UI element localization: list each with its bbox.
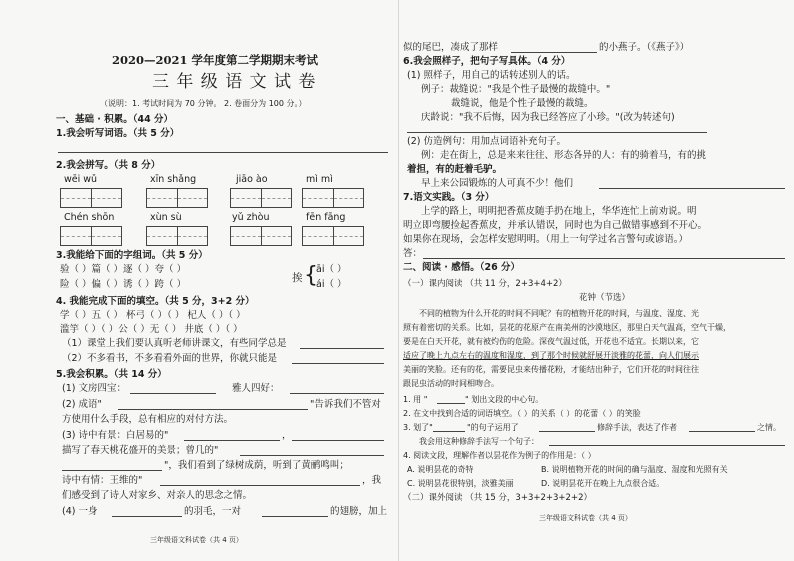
q5-answer-line[interactable] [240, 455, 384, 456]
q5-item-3-comma: ， [282, 430, 292, 441]
exam-note: （说明：1. 考试时间为 70 分钟。 2. 卷面分为 100 分。） [100, 99, 307, 108]
q5-title: 5.我会积累。（共 14 分） [56, 369, 167, 380]
reading-q2: 2. 在文中找到合适的词语填空。（ ）的关系（ ）的花蕾（ ）的笑脸 [403, 409, 641, 418]
reading-q1b: " 划出文段的中心句。 [465, 395, 544, 404]
q5-answer-line[interactable] [112, 516, 182, 517]
q6-answer-line[interactable] [407, 132, 707, 133]
q5-item-1b: 雅人四好： [232, 383, 280, 394]
reading-q3b: "的句子运用了 [467, 423, 519, 432]
q1-title: 1.我会听写词语。（共 5 分） [56, 128, 180, 139]
q2-title: 2.我会拼写。（共 8 分） [56, 160, 161, 171]
writing-grid[interactable] [302, 188, 364, 208]
r-line-1b: 的小燕子。（《燕子》） [599, 42, 690, 53]
q1-answer-line[interactable] [58, 152, 388, 153]
q3-character: 挨 [292, 272, 303, 284]
q5-item-2c: 方使用什么手段，总有相应的对付方法。 [62, 414, 234, 425]
q5-item-3: (3) 诗中有景：白居易的" [62, 430, 169, 441]
q5-answer-line[interactable] [262, 516, 328, 517]
q7-text-3: 如果你在现场，会怎样安慰明明。（用上一句学过名言警句或谚语。） [403, 234, 689, 245]
q4-row-1: 学（ ）五（ ） 杯弓（ ）（ ） 杞人（ ）（ ） [60, 310, 246, 321]
writing-grid[interactable] [60, 188, 122, 208]
pinyin-6: xùn sù [150, 212, 182, 223]
pinyin-2: xīn shǎng [150, 174, 197, 185]
pinyin-3: jiāo ào [236, 174, 268, 185]
q6-part-2-example-2: 着担，有的赶着毛驴。 [407, 164, 503, 175]
writing-grid[interactable] [146, 226, 208, 246]
reading-q3a: 3. 划了" [403, 423, 433, 432]
reading-q3-line[interactable] [549, 445, 785, 446]
writing-grid[interactable] [230, 226, 292, 246]
pinyin-4: mì mì [306, 174, 333, 185]
q5-item-3c: 描写了春天桃花盛开的美景；曾几的" [62, 445, 219, 456]
section-2-title: 二、阅读 · 感悟。（26 分） [403, 262, 521, 273]
exam-subtitle: 三 年 级 语 文 试 卷 [152, 72, 317, 92]
q3-row-1: 验（ ）篇（ ）逐（ ）夸（ ） [60, 264, 187, 275]
q6-answer-line-2[interactable] [599, 188, 785, 189]
q5-item-2b: "告诉我们不管对 [310, 399, 381, 410]
writing-grid[interactable] [302, 226, 364, 246]
q5-answer-line[interactable] [160, 485, 360, 486]
q4-sentence-1: （1）课堂上我们要认真听老师讲课文，有些同学总是 [62, 338, 287, 349]
q3-title: 3.我能给下面的字组词。（共 5 分） [56, 250, 208, 261]
q4-row-2: 滥竽（ ）（ ）公（ ）无（ ） 井底（ ）（ ） [60, 324, 243, 335]
q7-answer-label: 答： [403, 248, 423, 259]
page-footer: 三年级语文科试卷（共 4 页） [539, 514, 632, 522]
q5-item-2: (2) 成语" [62, 399, 102, 410]
passage-title: 花钟（节选） [579, 293, 631, 303]
reading-q3-line[interactable] [689, 431, 755, 432]
option-b: B. 说明植物开花的时间的确与温度、湿度和光照有关 [541, 465, 728, 474]
reading-q3d: 之情。 [757, 423, 781, 432]
pinyin-8: fēn fāng [306, 212, 346, 223]
reading-q1a: 1. 用 " [403, 395, 428, 404]
r-answer-line[interactable] [511, 52, 597, 53]
q7-text-2: 明立即弯腰捡起香蕉皮，并承认错误，同时也为自己做错事感到不开心。 [403, 220, 708, 231]
reading-2-title: （二）课外阅读 （共 15 分，3+3+2+3+2+2） [403, 493, 592, 503]
q5-answer-line[interactable] [292, 440, 384, 441]
option-d: D. 说明昙花开在晚上九点很合适。 [541, 479, 665, 488]
reading-1-title: （一）课内阅读 （共 11 分，2+3+4+2） [403, 279, 567, 289]
q3-pronunciation-1: āi（ ） [316, 264, 347, 275]
q4-answer-line-2[interactable] [292, 363, 384, 364]
pinyin-1: wēi wǔ [64, 174, 98, 185]
q5-answer-line[interactable] [118, 409, 308, 410]
reading-q3-line[interactable] [539, 431, 595, 432]
q5-item-1a: (1) 文房四宝： [62, 383, 126, 394]
passage-line-2: 照有着密切的关系。比如，昙花的花原产在南美州的沙漠地区，那里白天气温高，空气干燥， [403, 323, 731, 332]
q7-text-1: 上学的路上，明明把香蕉皮随手扔在地上，华华连忙上前劝说。明 [421, 206, 697, 217]
pinyin-5: Chén shōn [64, 212, 115, 223]
q5-item-4b: 的羽毛，一对 [184, 506, 242, 517]
passage-line-5: 美丽的笑脸。还有的花，需要昆虫来传播花粉，才能结出种子，它们开花的时间往往 [403, 365, 699, 374]
passage-line-1: 不同的植物为什么开花的时间不同呢？有的植物开花的时间，与温度、湿度、光 [419, 309, 699, 318]
r-line-1: 似的尾巴，凑成了那样 [403, 42, 499, 53]
q4-sentence-2: （2）不多看书，不多看看外面的世界，你就只能是 [62, 353, 278, 364]
q7-title: 7.语文实践。（3 分） [403, 192, 495, 203]
q5-answer-line[interactable] [290, 393, 384, 394]
page-footer: 三年级语文科试卷（共 4 页） [150, 536, 243, 544]
q6-title: 6.我会照样子，把句子写具体。（4 分） [403, 56, 571, 67]
passage-line-4: 适应了晚上九点左右的温度和湿度，到了那个时候就舒展开淡雅的花蕾，向人们展示 [403, 351, 699, 360]
q5-item-3e: 诗中有情：王维的" [62, 475, 143, 486]
q4-title: 4. 我能完成下面的填空。（共 5 分，3+2 分） [56, 296, 255, 307]
q3-row-2: 险（ ）偏（ ）诱（ ）跨（ ） [60, 279, 187, 290]
reading-q1-line[interactable] [437, 403, 465, 404]
passage-line-3: 要是在白天开花，就有被灼伤的危险。深夜气温过低，开花也不适宜。长期以来，它 [403, 337, 699, 346]
q5-item-3f: ，我 [362, 475, 382, 486]
q6-part-2-example: 例：走在街上，总是来来往往、形态各异的人：有的骑着马，有的挑 [421, 150, 707, 161]
q5-answer-line[interactable] [130, 393, 216, 394]
brace-icon: { [304, 263, 318, 288]
passage-line-6: 跟昆虫活动的时间相吻合。 [403, 379, 499, 388]
q4-answer-line-1[interactable] [300, 348, 384, 349]
q5-item-4a: (4) 一身 [62, 506, 98, 517]
exam-title: 2020—2021 学年度第二学期期末考试 [112, 53, 319, 67]
q5-answer-line[interactable] [62, 470, 162, 471]
q6-example: 例子：裁缝说："我是个性子最慢的裁缝中。" [421, 84, 611, 95]
pinyin-7: yǔ zhòu [232, 212, 270, 223]
option-c: C. 说明昙花很特别，淡雅美丽 [407, 479, 514, 488]
reading-q3-line[interactable] [433, 431, 465, 432]
q6-question: 庆龄说："我不后悔，因为我已经答应了小珍。"(改为转述句) [421, 112, 675, 123]
q6-part-2-question: 早上来公园锻炼的人可真不少！他们 [421, 178, 574, 189]
reading-q4: 4. 阅读文段，理解作者以昙花作为例子的作用是：（ ） [403, 451, 596, 460]
q6-example-2: 裁缝说，他是个性子最慢的裁缝。 [451, 98, 594, 109]
writing-grid[interactable] [60, 226, 122, 246]
right-page [398, 0, 794, 561]
q5-item-3g: 们感受到了诗人对家乡、对亲人的思念之情。 [62, 490, 253, 501]
section-1-title: 一、基础 · 积累。（44 分） [56, 114, 174, 125]
writing-grid[interactable] [230, 188, 292, 208]
q3-pronunciation-2: ái（ ） [316, 279, 347, 290]
writing-grid[interactable] [146, 188, 208, 208]
reading-q3e: 我会用这种修辞手法写一个句子： [419, 437, 539, 446]
reading-q3c: 修辞手法，表达了作者 [597, 423, 677, 432]
q5-item-4c: 的翅膀，加上 [330, 506, 388, 517]
option-a: A. 说明昙花的奇特 [407, 465, 474, 474]
q7-answer-line[interactable] [423, 258, 785, 259]
q6-part-2: (2) 仿造例句：用加点词语补充句子。 [407, 136, 566, 147]
q5-answer-line[interactable] [184, 440, 280, 441]
q5-item-3d: "，我们看到了绿树成荫，听到了黄鹂鸣叫； [164, 460, 349, 471]
q6-part-1: (1) 照样子，用自己的话转述别人的话。 [407, 70, 576, 81]
